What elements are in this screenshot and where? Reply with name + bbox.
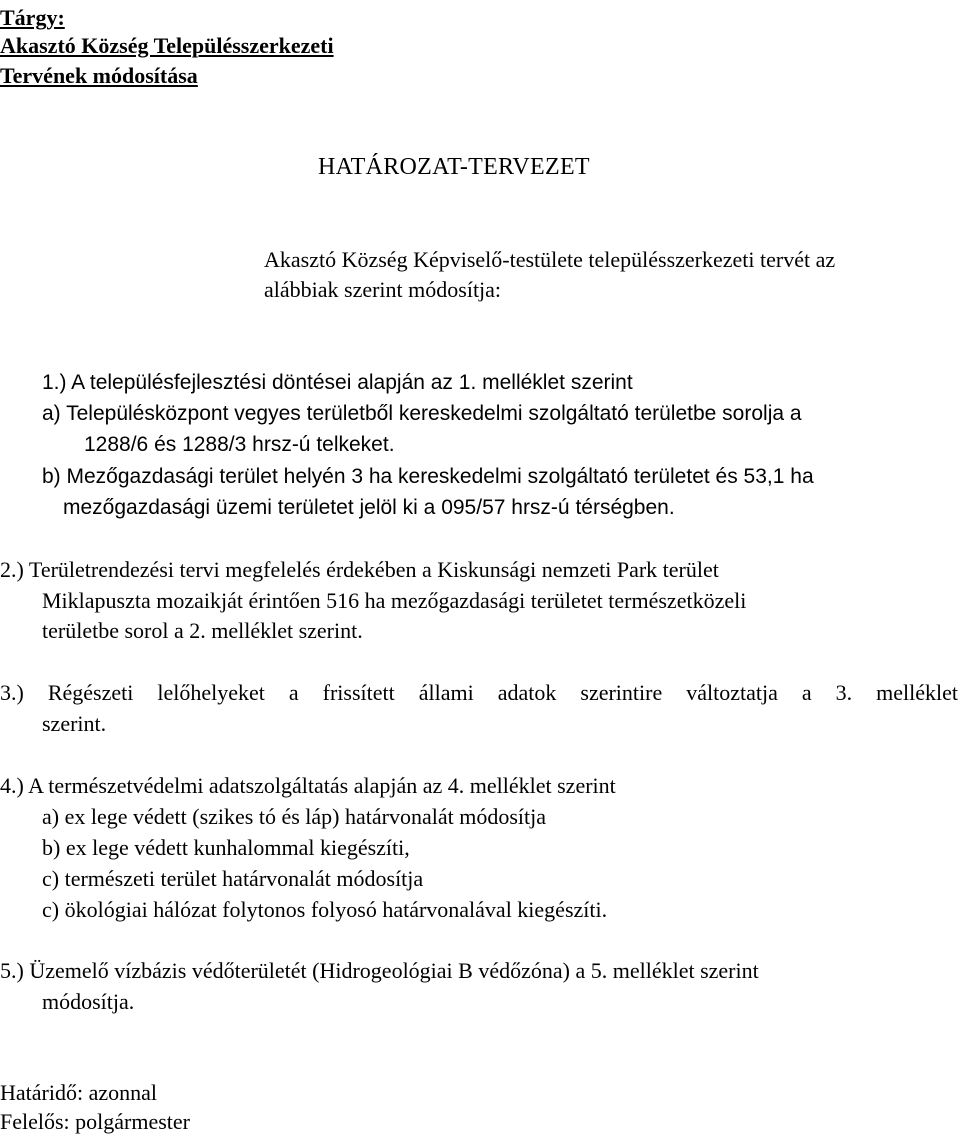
subject-line-1: Akasztó Község Településszerkezeti [0,33,334,58]
document-title: HATÁROZAT-TERVEZET [318,154,590,180]
subject-line-2: Tervének módosítása [0,63,198,88]
item5-line-1: 5.) Üzemelő vízbázis védőterületét (Hidrogeológiai B védőzóna) a 5. melléklet szerint [0,958,759,983]
intro-line-2: alábbiak szerint módosítja: [264,277,502,302]
item2-line-2: Miklapuszta mozaikját érintően 516 ha mezőgazdasági területet természetközeli [42,588,747,613]
item2-line-1: 2.) Területrendezési tervi megfelelés érdekében a Kiskunsági nemzeti Park terület [0,557,719,582]
item4-c1: c) természeti terület határvonalát módosítja [42,866,424,891]
deadline-text: Határidő: azonnal [0,1080,157,1105]
item4-heading: 4.) A természetvédelmi adatszolgáltatás alapján az 4. melléklet szerint [0,773,616,798]
intro-line-1: Akasztó Község Képviselő-testülete településszerkezeti tervét az [264,247,836,272]
item1-b-line-1: b) Mezőgazdasági terület helyén 3 ha kereskedelmi szolgáltató területet és 53,1 ha [42,465,814,488]
item1-a-line-1: a) Településközpont vegyes területből kereskedelmi szolgáltató területbe sorolja a [42,402,802,425]
item4-c2: c) ökológiai hálózat folytonos folyosó határvonalával kiegészíti. [42,897,608,922]
item1-b-line-2: mezőgazdasági üzemi területet jelöl ki a 095/57 hrsz-ú térségben. [63,496,675,519]
item1-heading: 1.) A településfejlesztési döntései alapján az 1. melléklet szerint [42,371,633,394]
subject-label: Tárgy: [0,5,65,30]
item1-a-line-2: 1288/6 és 1288/3 hrsz-ú telkeket. [84,433,395,456]
responsible-text: Felelős: polgármester [0,1109,191,1134]
item3-line-2: szerint. [42,711,107,736]
item2-line-3: területbe sorol a 2. melléklet szerint. [42,618,363,643]
item4-a: a) ex lege védett (szikes tó és láp) határvonalát módosítja [42,804,546,829]
item4-b: b) ex lege védett kunhalommal kiegészíti, [42,835,410,860]
item5-line-2: módosítja. [42,989,135,1014]
item3-line-1: 3.) Régészeti lelőhelyeket a frissített állami adatok szerintire változtatja a 3. melléklet [0,680,958,705]
